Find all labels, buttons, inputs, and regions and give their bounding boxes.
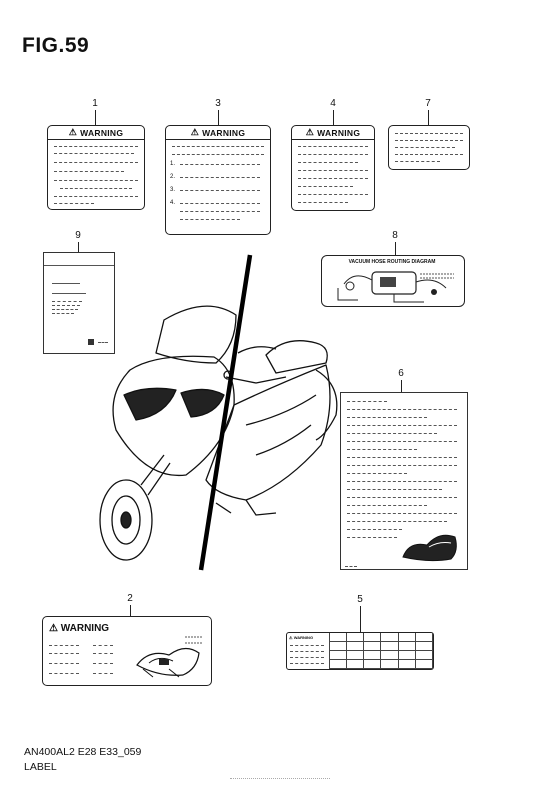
leader-line-7	[428, 110, 429, 125]
warning-label-2	[42, 616, 212, 686]
callout-3: 3	[215, 98, 221, 109]
leader-line-9	[78, 242, 79, 252]
warning-header	[292, 126, 374, 140]
callout-6: 6	[398, 368, 404, 379]
callout-8: 8	[392, 230, 398, 241]
figure-title: FIG.59	[22, 34, 90, 57]
warning-triangle-icon: ⚠	[68, 127, 78, 137]
tire-info-label	[286, 632, 434, 670]
copyright-mark	[230, 778, 330, 781]
step-number: 3.	[170, 187, 176, 193]
warning-text: WARNING	[202, 127, 246, 138]
label-6-sheet	[340, 392, 468, 570]
warning-header	[48, 126, 144, 140]
warning-header	[287, 633, 329, 642]
step-number: 1.	[170, 161, 176, 167]
section-name: LABEL	[24, 761, 57, 773]
label-7	[388, 125, 470, 170]
callout-1: 1	[92, 98, 98, 109]
leader-line-3	[218, 110, 219, 125]
tire-pressure-table	[330, 633, 433, 669]
leader-line-4	[333, 110, 334, 125]
warning-triangle-icon: ⚠	[289, 635, 293, 640]
callout-7: 7	[425, 98, 431, 109]
warning-text: WARNING	[293, 635, 314, 640]
warning-text: WARNING	[60, 623, 110, 634]
warning-label-1	[47, 125, 145, 210]
leader-line-6	[401, 380, 402, 392]
leader-line-2	[130, 605, 131, 616]
warning-triangle-icon: ⚠	[190, 127, 200, 137]
leader-line-1	[95, 110, 96, 125]
warning-header	[166, 126, 270, 140]
leader-line-8	[395, 242, 396, 255]
vacuum-hose-title: VACUUM HOSE ROUTING DIAGRAM	[348, 259, 436, 265]
callout-2: 2	[127, 593, 133, 604]
warning-label-3	[165, 125, 271, 235]
warning-triangle-icon: ⚠	[305, 127, 315, 137]
callout-4: 4	[330, 98, 336, 109]
warning-label-4	[291, 125, 375, 211]
seat-icon	[399, 527, 461, 565]
warning-text: WARNING	[80, 127, 124, 138]
warning-text: WARNING	[317, 127, 361, 138]
warning-header	[49, 623, 109, 634]
scooter-load-icon	[129, 625, 207, 681]
diagonal-divider	[195, 250, 255, 580]
callout-5: 5	[357, 594, 363, 605]
model-code: AN400AL2 E28 E33_059	[24, 746, 142, 758]
step-number: 4.	[170, 200, 176, 206]
warning-triangle-icon: ⚠	[49, 623, 58, 634]
leader-line-5	[360, 606, 361, 632]
callout-9: 9	[75, 230, 81, 241]
step-number: 2.	[170, 174, 176, 180]
